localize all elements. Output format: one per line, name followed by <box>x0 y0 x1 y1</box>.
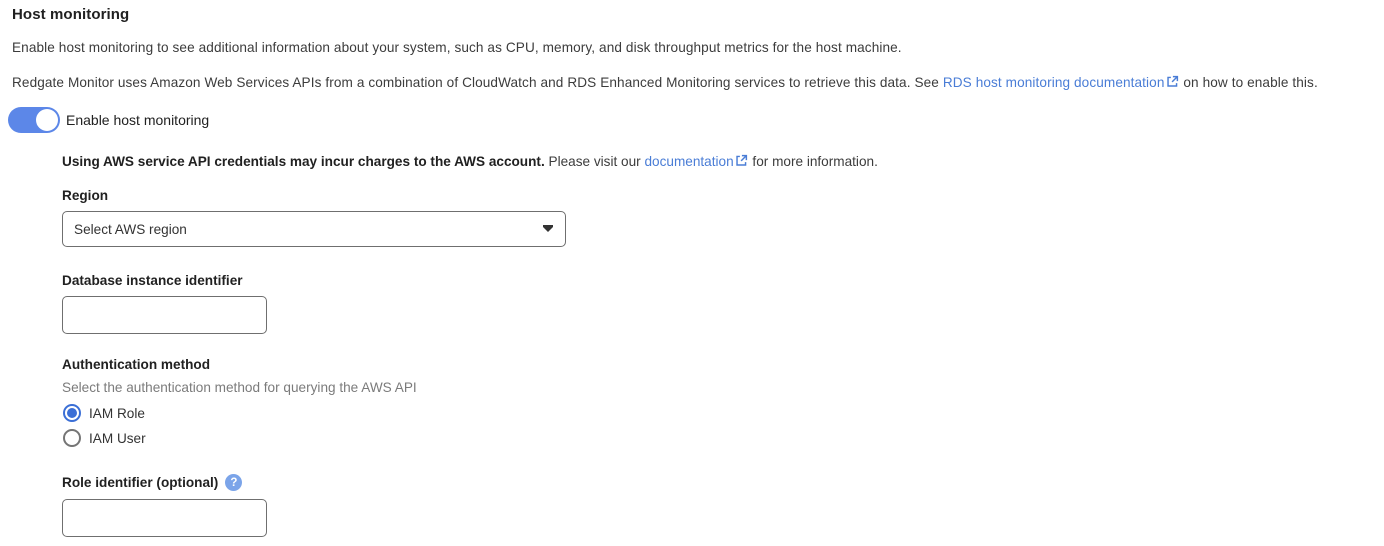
charges-note-bold: Using AWS service API credentials may incur charges to the AWS account. <box>62 154 545 169</box>
aws-info-before-link: Redgate Monitor uses Amazon Web Services APIs from a combination of CloudWatch and RDS Enhanced Monitoring services to retrieve this data. See <box>12 75 943 90</box>
role-identifier-label-text: Role identifier (optional) <box>62 475 219 490</box>
region-select-value: Select AWS region <box>74 221 187 237</box>
role-identifier-input[interactable] <box>62 499 267 537</box>
rds-host-monitoring-documentation-link[interactable]: RDS host monitoring documentation <box>942 75 1165 90</box>
region-select[interactable] <box>62 211 566 247</box>
charges-note-after-link: for more information. <box>748 154 878 169</box>
intro-text: Enable host monitoring to see additional information about your system, such as CPU, memory, and disk throughput metrics for the host machine. <box>12 40 902 55</box>
radio-selected-icon <box>63 404 81 422</box>
external-link-icon <box>735 154 748 167</box>
page-title: Host monitoring <box>12 6 130 23</box>
authentication-method-field-group <box>62 357 1372 447</box>
role-identifier-label <box>62 474 1372 491</box>
authentication-method-helper: Select the authentication method for querying the AWS API <box>62 380 417 395</box>
enable-host-monitoring-toggle[interactable] <box>8 107 60 133</box>
aws-info-after-link: on how to enable this. <box>1179 75 1318 90</box>
authentication-method-label: Authentication method <box>62 357 211 372</box>
region-field-group <box>62 188 1372 247</box>
host-monitoring-form <box>62 154 1372 537</box>
database-instance-label: Database instance identifier <box>62 273 243 288</box>
role-identifier-field-group <box>62 474 1372 537</box>
charges-note <box>62 154 1372 169</box>
help-icon[interactable]: ? <box>225 474 242 491</box>
radio-option-label: IAM User <box>89 430 146 446</box>
toggle-knob <box>36 109 58 131</box>
external-link-icon <box>1166 75 1179 88</box>
region-label: Region <box>62 188 109 203</box>
enable-host-monitoring-label: Enable host monitoring <box>66 112 210 128</box>
database-instance-input[interactable] <box>62 296 267 334</box>
enable-host-monitoring-row <box>12 107 1372 133</box>
aws-info-text <box>12 75 1372 90</box>
radio-option-iam-user[interactable] <box>63 429 1372 447</box>
charges-note-before-link: Please visit our <box>544 154 645 169</box>
database-instance-field-group <box>62 273 1372 334</box>
radio-unselected-icon <box>63 429 81 447</box>
dropdown-caret-icon <box>543 227 553 232</box>
radio-option-label: IAM Role <box>89 405 145 421</box>
radio-option-iam-role[interactable] <box>63 404 1372 422</box>
documentation-link[interactable]: documentation <box>644 154 734 169</box>
